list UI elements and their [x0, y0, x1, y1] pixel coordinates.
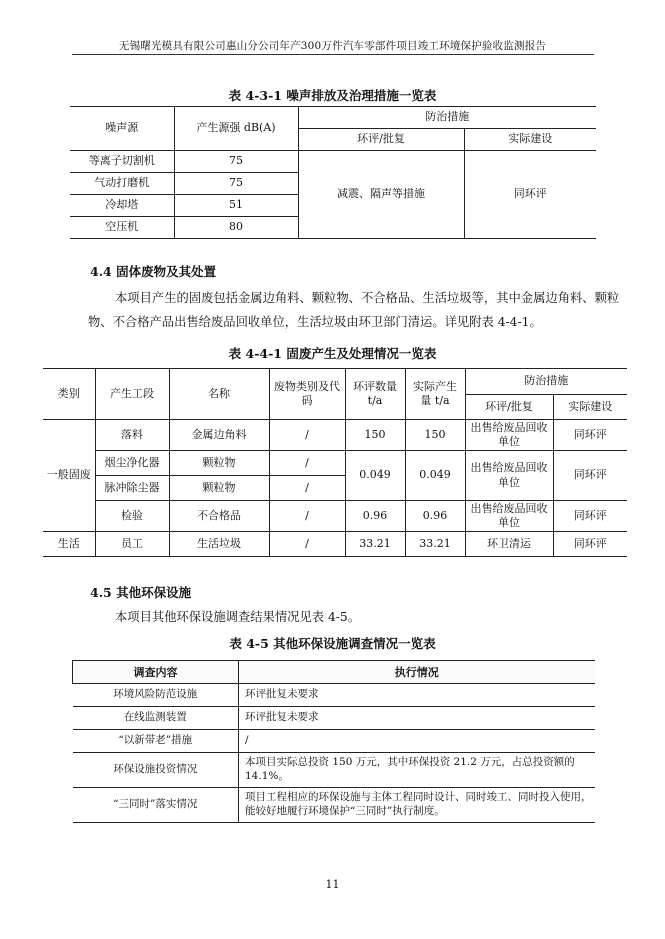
waste-actual-amount: 0.96 — [405, 501, 465, 532]
noise-source: 冷却塔 — [70, 195, 174, 217]
waste-stage: 员工 — [95, 532, 169, 557]
col-header-source: 噪声源 — [70, 107, 174, 151]
col-header-eia: 环评/批复 — [298, 129, 464, 151]
survey-status: / — [239, 730, 595, 753]
waste-actual-measure: 同环评 — [553, 451, 627, 501]
waste-code: / — [269, 476, 345, 501]
other-table-caption: 表 4-5 其他环保设施调查情况一览表 — [229, 636, 436, 651]
noise-level: 75 — [174, 151, 298, 173]
waste-table-caption: 表 4-4-1 固废产生及处理情况一览表 — [228, 346, 437, 361]
waste-actual-measure: 同环评 — [553, 420, 627, 451]
noise-table — [70, 106, 596, 239]
waste-name: 颗粒物 — [169, 476, 269, 501]
survey-item: 环保设施投资情况 — [73, 753, 239, 788]
waste-actual-measure: 同环评 — [553, 532, 627, 557]
table-row — [43, 420, 627, 451]
report-header: 无锡曙光模具有限公司惠山分公司年产300万件汽车零部件项目竣工环境保护验收监测报告 — [118, 40, 547, 52]
section-4-5-paragraph: 本项目其他环保设施调查结果情况见表 4-5。 — [115, 610, 361, 624]
table-row — [70, 151, 596, 173]
section-4-4-paragraph: 本项目产生的固废包括金属边角料、颗粒物、不合格品、生活垃圾等，其中金属边角料、颗粒物、不合格产品出售给废品回收单位，生活垃圾由环卫部门清运。详见附表 4-4-1。 — [88, 291, 620, 329]
section-title-4-4: 4.4 固体废物及其处置 — [90, 264, 217, 279]
waste-actual-amount: 0.049 — [405, 451, 465, 501]
col-header-status: 执行情况 — [239, 661, 595, 684]
table-row — [73, 707, 595, 730]
noise-source: 等离子切割机 — [70, 151, 174, 173]
waste-stage: 检验 — [95, 501, 169, 532]
noise-level: 51 — [174, 195, 298, 217]
col-header-measures: 防治措施 — [298, 107, 596, 129]
waste-actual-amount: 150 — [405, 420, 465, 451]
noise-source: 空压机 — [70, 217, 174, 239]
table-row — [73, 730, 595, 753]
col-header-level: 产生源强 dB(A) — [174, 107, 298, 151]
survey-status: 项目工程相应的环保设施与主体工程同时设计、同时竣工、同时投入使用，能较好地履行环境保护“三同时”执行制度。 — [239, 788, 595, 823]
other-facilities-table — [72, 660, 595, 823]
waste-eia-measure: 出售给废品回收单位 — [465, 420, 553, 451]
col-header-actual: 实际建设 — [464, 129, 596, 151]
waste-name: 生活垃圾 — [169, 532, 269, 557]
col-header-item: 调查内容 — [73, 661, 239, 684]
waste-eia-amount: 150 — [345, 420, 405, 451]
col-header-actual-amount: 实际产生量 t/a — [405, 369, 465, 420]
waste-stage: 烟尘净化器 — [95, 451, 169, 476]
category-living: 生活 — [43, 532, 95, 557]
col-header-eia: 环评/批复 — [465, 394, 553, 420]
survey-status: 环评批复未要求 — [239, 684, 595, 707]
col-header-measures: 防治措施 — [465, 369, 627, 395]
noise-table-caption: 表 4-3-1 噪声排放及治理措施一览表 — [228, 88, 437, 103]
waste-eia-amount: 33.21 — [345, 532, 405, 557]
header-divider — [72, 54, 594, 55]
survey-status: 本项目实际总投资 150 万元，其中环保投资 21.2 万元，占总投资额的 14.1%。 — [239, 753, 595, 788]
survey-status: 环评批复未要求 — [239, 707, 595, 730]
noise-eia-measure: 减震、隔声等措施 — [298, 151, 464, 239]
col-header-actual: 实际建设 — [553, 394, 627, 420]
waste-eia-amount: 0.96 — [345, 501, 405, 532]
survey-item: “以新带老”措施 — [73, 730, 239, 753]
col-header-category: 类别 — [43, 369, 95, 420]
section-title-4-5: 4.5 其他环保设施 — [90, 585, 192, 600]
survey-item: “三同时”落实情况 — [73, 788, 239, 823]
noise-level: 75 — [174, 173, 298, 195]
waste-eia-amount: 0.049 — [345, 451, 405, 501]
waste-code: / — [269, 420, 345, 451]
waste-eia-measure: 出售给废品回收单位 — [465, 501, 553, 532]
waste-code: / — [269, 501, 345, 532]
table-row — [73, 788, 595, 823]
waste-actual-measure: 同环评 — [553, 501, 627, 532]
table-row — [43, 501, 627, 532]
waste-name: 不合格品 — [169, 501, 269, 532]
table-row — [43, 451, 627, 476]
col-header-stage: 产生工段 — [95, 369, 169, 420]
waste-code: / — [269, 451, 345, 476]
waste-actual-amount: 33.21 — [405, 532, 465, 557]
category-general: 一般固废 — [43, 420, 95, 532]
page-number: 11 — [325, 878, 340, 891]
waste-code: / — [269, 532, 345, 557]
noise-source: 气动打磨机 — [70, 173, 174, 195]
waste-eia-measure: 环卫清运 — [465, 532, 553, 557]
survey-item: 在线监测装置 — [73, 707, 239, 730]
waste-stage: 落料 — [95, 420, 169, 451]
waste-eia-measure: 出售给废品回收单位 — [465, 451, 553, 501]
noise-level: 80 — [174, 217, 298, 239]
waste-table — [43, 368, 627, 557]
col-header-code: 废物类别及代码 — [269, 369, 345, 420]
waste-name: 金属边角料 — [169, 420, 269, 451]
table-row — [73, 684, 595, 707]
table-row — [43, 532, 627, 557]
waste-name: 颗粒物 — [169, 451, 269, 476]
col-header-eia-amount: 环评数量 t/a — [345, 369, 405, 420]
col-header-name: 名称 — [169, 369, 269, 420]
table-row — [73, 753, 595, 788]
survey-item: 环境风险防范设施 — [73, 684, 239, 707]
waste-stage: 脉冲除尘器 — [95, 476, 169, 501]
noise-actual-measure: 同环评 — [464, 151, 596, 239]
